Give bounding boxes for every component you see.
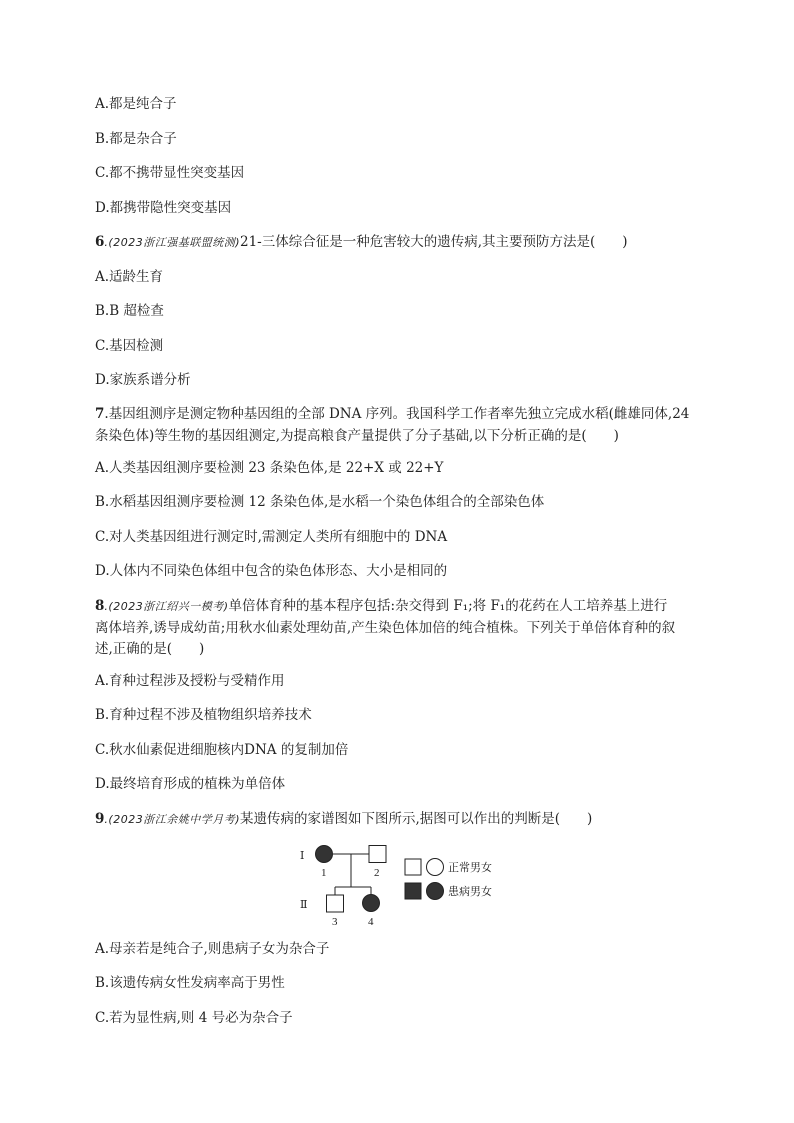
individual-ii3-normal-male (327, 895, 344, 912)
generation-2-label: Ⅱ (300, 899, 308, 911)
pedigree-chart (295, 838, 515, 930)
q8-stem-text-1: 单倍体育种的基本程序包括:杂交得到 F₁;将 F₁的花药在人工培养基上进行 (228, 598, 668, 614)
individual-3-number: 3 (332, 916, 338, 928)
individual-4-number: 4 (368, 916, 374, 928)
q7-number: 7 (95, 406, 105, 422)
q6-number: 6 (95, 234, 105, 250)
q6-option-b: B.B 超检查 (95, 303, 164, 319)
legend-affected-female-icon (427, 883, 444, 900)
q7-option-b: B.水稻基因组测序要检测 12 条染色体,是水稻一个染色体组合的全部染色体 (95, 494, 545, 510)
legend-normal-label: 正常男女 (448, 861, 492, 874)
q9-stem-text: 某遗传病的家谱图如下图所示,据图可以作出的判断是( ) (239, 811, 593, 827)
q8-option-c: C.秋水仙素促进细胞核内DNA 的复制加倍 (95, 742, 349, 758)
individual-ii4-affected-female (363, 895, 380, 912)
q7-option-c: C.对人类基因组进行测定时,需测定人类所有细胞中的 DNA (95, 529, 448, 545)
q5-option-d: D.都携带隐性突变基因 (95, 200, 232, 216)
q6-stem (95, 233, 628, 252)
individual-i1-affected-female (316, 846, 333, 863)
q7-stem-text-1: .基因组测序是测定物种基因组的全部 DNA 序列。我国科学工作者率先独立完成水稻(雌雄同体,24 (104, 406, 690, 422)
q6-option-a: A.适龄生育 (95, 269, 164, 285)
q9-number: 9 (95, 811, 105, 827)
q5-option-c: C.都不携带显性突变基因 (95, 165, 245, 181)
q6-source: .(2023浙江强基联盟统测) (104, 236, 240, 249)
q8-number: 8 (95, 598, 105, 614)
individual-2-number: 2 (374, 867, 380, 879)
legend-normal-male-icon (405, 859, 421, 875)
q6-option-d: D.家族系谱分析 (95, 372, 191, 388)
q8-option-a: A.育种过程涉及授粉与受精作用 (95, 673, 285, 689)
q7-stem-line1 (95, 405, 689, 423)
q9-option-b: B.该遗传病女性发病率高于男性 (95, 975, 285, 991)
individual-1-number: 1 (321, 867, 327, 879)
q7-option-d: D.人体内不同染色体组中包含的染色体形态、大小是相同的 (95, 563, 448, 579)
generation-1-label: Ⅰ (300, 850, 305, 862)
q5-option-a: A.都是纯合子 (95, 96, 177, 112)
q8-stem-line1 (95, 597, 667, 616)
q9-stem (95, 810, 592, 829)
q6-stem-text: 21-三体综合征是一种危害较大的遗传病,其主要预防方法是( ) (239, 234, 628, 250)
q8-stem-line2: 离体培养,诱导成幼苗;用秋水仙素处理幼苗,产生染色体加倍的纯合植株。下列关于单倍体育种的叙 (95, 620, 676, 636)
q8-stem-line3: 述,正确的是( ) (95, 641, 205, 657)
individual-i2-normal-male (369, 846, 386, 863)
q9-option-c: C.若为显性病,则 4 号必为杂合子 (95, 1010, 293, 1026)
legend-affected-male-icon (405, 883, 421, 899)
q9-source: .(2023浙江余姚中学月考) (104, 813, 240, 826)
q8-option-b: B.育种过程不涉及植物组织培养技术 (95, 707, 312, 723)
q8-source: .(2023浙江绍兴一模考) (104, 600, 229, 613)
q8-option-d: D.最终培育形成的植株为单倍体 (95, 776, 286, 792)
q9-option-a: A.母亲若是纯合子,则患病子女为杂合子 (95, 941, 330, 957)
legend-affected-label: 患病男女 (448, 885, 492, 898)
q7-stem-line2: 条染色体)等生物的基因组测定,为提高粮食产量提供了分子基础,以下分析正确的是( ) (95, 428, 619, 444)
legend-normal-female-icon (427, 859, 444, 876)
q6-option-c: C.基因检测 (95, 338, 164, 354)
q7-option-a: A.人类基因组测序要检测 23 条染色体,是 22+X 或 22+Y (95, 460, 444, 476)
q5-option-b: B.都是杂合子 (95, 131, 177, 147)
